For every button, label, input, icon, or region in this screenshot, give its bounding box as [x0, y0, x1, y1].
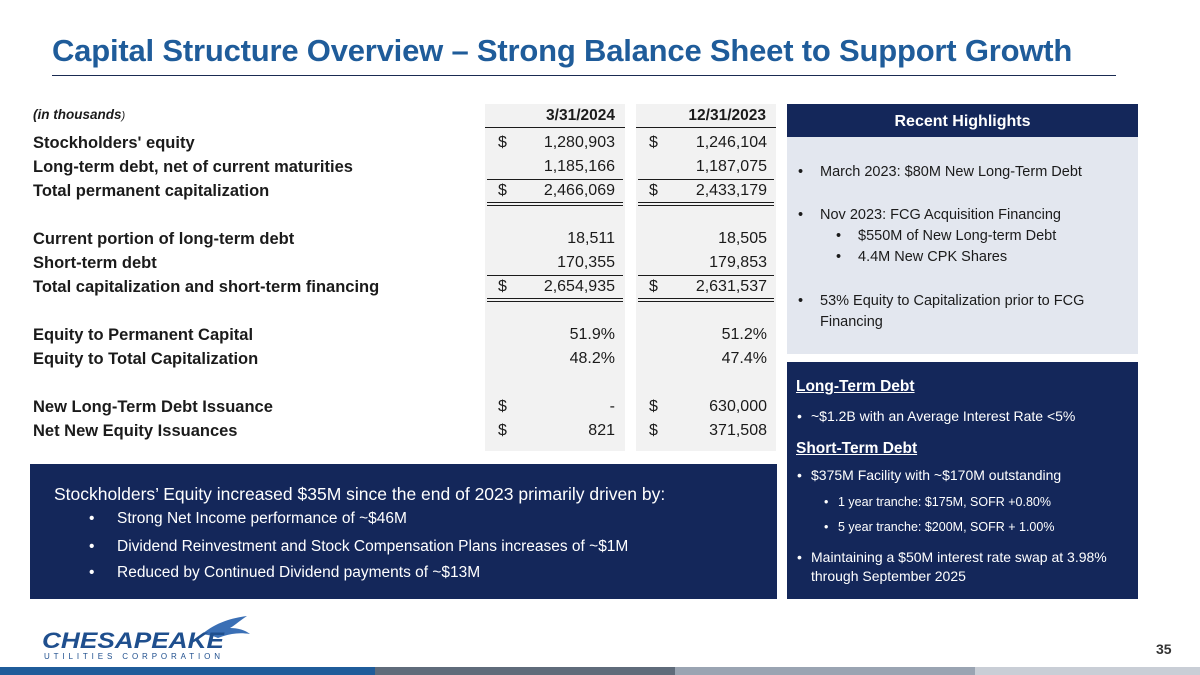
row-label: Equity to Total Capitalization — [33, 350, 259, 368]
row-label: Long-term debt, net of current maturities — [33, 158, 353, 176]
table-row — [30, 156, 778, 180]
recent-highlights-panel — [787, 104, 1138, 354]
footer-segment — [975, 667, 1200, 675]
table-cell-value: 2,466,069 — [543, 182, 615, 199]
table-cell-value: 51.9% — [569, 326, 615, 343]
table-cell-value: 1,246,104 — [695, 134, 767, 151]
footer-segment — [375, 667, 675, 675]
table-cell-value: 371,508 — [709, 422, 767, 439]
logo-tagline: UTILITIES CORPORATION — [44, 652, 220, 660]
long-term-debt-heading: Long-Term Debt — [796, 378, 915, 395]
slide-title: Capital Structure Overview – Strong Balance Sheet to Support Growth — [52, 33, 1073, 68]
row-label: New Long-Term Debt Issuance — [33, 398, 273, 416]
footer-segment — [0, 667, 375, 675]
table-cell-value: 18,511 — [567, 230, 615, 247]
table-row — [30, 252, 778, 276]
subtotal-rule — [487, 179, 623, 180]
page-number: 35 — [1156, 641, 1172, 657]
list-item: • ~$1.2B with an Average Interest Rate <5% — [797, 408, 1076, 424]
row-label: Total capitalization and short-term financing — [33, 278, 380, 296]
currency-symbol: $ — [498, 398, 507, 415]
row-label: Total permanent capitalization — [33, 182, 270, 200]
list-item: • Strong Net Income performance of ~$46M — [89, 510, 407, 527]
title-divider — [52, 75, 1116, 76]
list-item: • Dividend Reinvestment and Stock Compensation Plans increases of ~$1M — [89, 538, 629, 555]
total-double-rule — [638, 298, 774, 302]
table-row — [30, 420, 778, 444]
total-double-rule — [487, 298, 623, 302]
short-term-debt-heading: Short-Term Debt — [796, 440, 918, 457]
table-row — [30, 348, 778, 372]
subtotal-rule — [487, 275, 623, 276]
table-cell-value: 1,280,903 — [543, 134, 615, 151]
subtotal-rule — [638, 275, 774, 276]
total-double-rule — [487, 202, 623, 206]
currency-symbol: $ — [649, 278, 658, 295]
list-item: • Nov 2023: FCG Acquisition Financing — [798, 207, 1061, 223]
row-label: Net New Equity Issuances — [33, 422, 238, 440]
currency-symbol: $ — [498, 422, 507, 439]
table-row — [30, 132, 778, 156]
footer-color-bar — [0, 667, 1200, 675]
logo-wordmark: CHESAPEAKE — [42, 628, 226, 653]
table-cell-value: 1,185,166 — [543, 158, 615, 175]
currency-symbol: $ — [498, 182, 507, 199]
table-row — [30, 228, 778, 252]
currency-symbol: $ — [498, 134, 507, 151]
footer-segment — [675, 667, 975, 675]
column-header-3-31-2024: 3/31/2024 — [485, 104, 625, 128]
currency-symbol: $ — [498, 278, 507, 295]
table-cell-value: 48.2% — [569, 350, 615, 367]
table-cell-value: 179,853 — [709, 254, 767, 271]
table-row — [30, 276, 778, 300]
table-cell-value: 170,355 — [557, 254, 615, 271]
chesapeake-logo — [42, 616, 252, 660]
table-cell-value: 1,187,075 — [695, 158, 767, 175]
equity-summary-panel — [30, 464, 777, 599]
table-row — [30, 396, 778, 420]
table-cell-value: 51.2% — [721, 326, 767, 343]
table-cell-value: 821 — [588, 422, 615, 439]
table-cell-value: 2,631,537 — [695, 278, 767, 295]
row-label: Short-term debt — [33, 254, 157, 272]
list-item: • March 2023: $80M New Long-Term Debt — [798, 164, 1082, 180]
subtotal-rule — [638, 179, 774, 180]
row-label: Current portion of long-term debt — [33, 230, 295, 248]
table-cell-value: 630,000 — [709, 398, 767, 415]
row-label: Equity to Permanent Capital — [33, 326, 254, 344]
list-item: • Reduced by Continued Dividend payments of ~$13M — [89, 564, 481, 581]
list-item: • 1 year tranche: $175M, SOFR +0.80% — [824, 495, 1051, 509]
debt-details-panel — [787, 362, 1138, 599]
total-double-rule — [638, 202, 774, 206]
table-row — [30, 180, 778, 204]
equity-summary-lead: Stockholders’ Equity increased $35M since the end of 2023 primarily driven by: — [54, 484, 666, 504]
row-label: Stockholders' equity — [33, 134, 195, 152]
table-row — [30, 324, 778, 348]
currency-symbol: $ — [649, 398, 658, 415]
units-label: (in thousands) — [33, 107, 126, 122]
table-cell-value: 2,433,179 — [695, 182, 767, 199]
currency-symbol: $ — [649, 134, 658, 151]
recent-highlights-heading: Recent Highlights — [787, 104, 1138, 137]
list-item: • Maintaining a $50M interest rate swap at 3.98% through September 2025 — [797, 549, 1107, 584]
table-cell-value: 2,654,935 — [543, 278, 615, 295]
column-header-12-31-2023: 12/31/2023 — [636, 104, 776, 128]
table-cell-value: 47.4% — [721, 350, 767, 367]
table-header-row — [30, 104, 778, 128]
table-cell-value: - — [609, 398, 615, 415]
currency-symbol: $ — [649, 422, 658, 439]
list-item: • 5 year tranche: $200M, SOFR + 1.00% — [824, 520, 1055, 534]
list-item: • 53% Equity to Capitalization prior to FCG Financing — [798, 293, 1085, 330]
currency-symbol: $ — [649, 182, 658, 199]
list-item: • $550M of New Long-term Debt — [836, 228, 1057, 244]
table-cell-value: 18,505 — [718, 230, 767, 247]
list-item: • $375M Facility with ~$170M outstanding — [797, 467, 1062, 483]
list-item: • 4.4M New CPK Shares — [836, 249, 1008, 265]
